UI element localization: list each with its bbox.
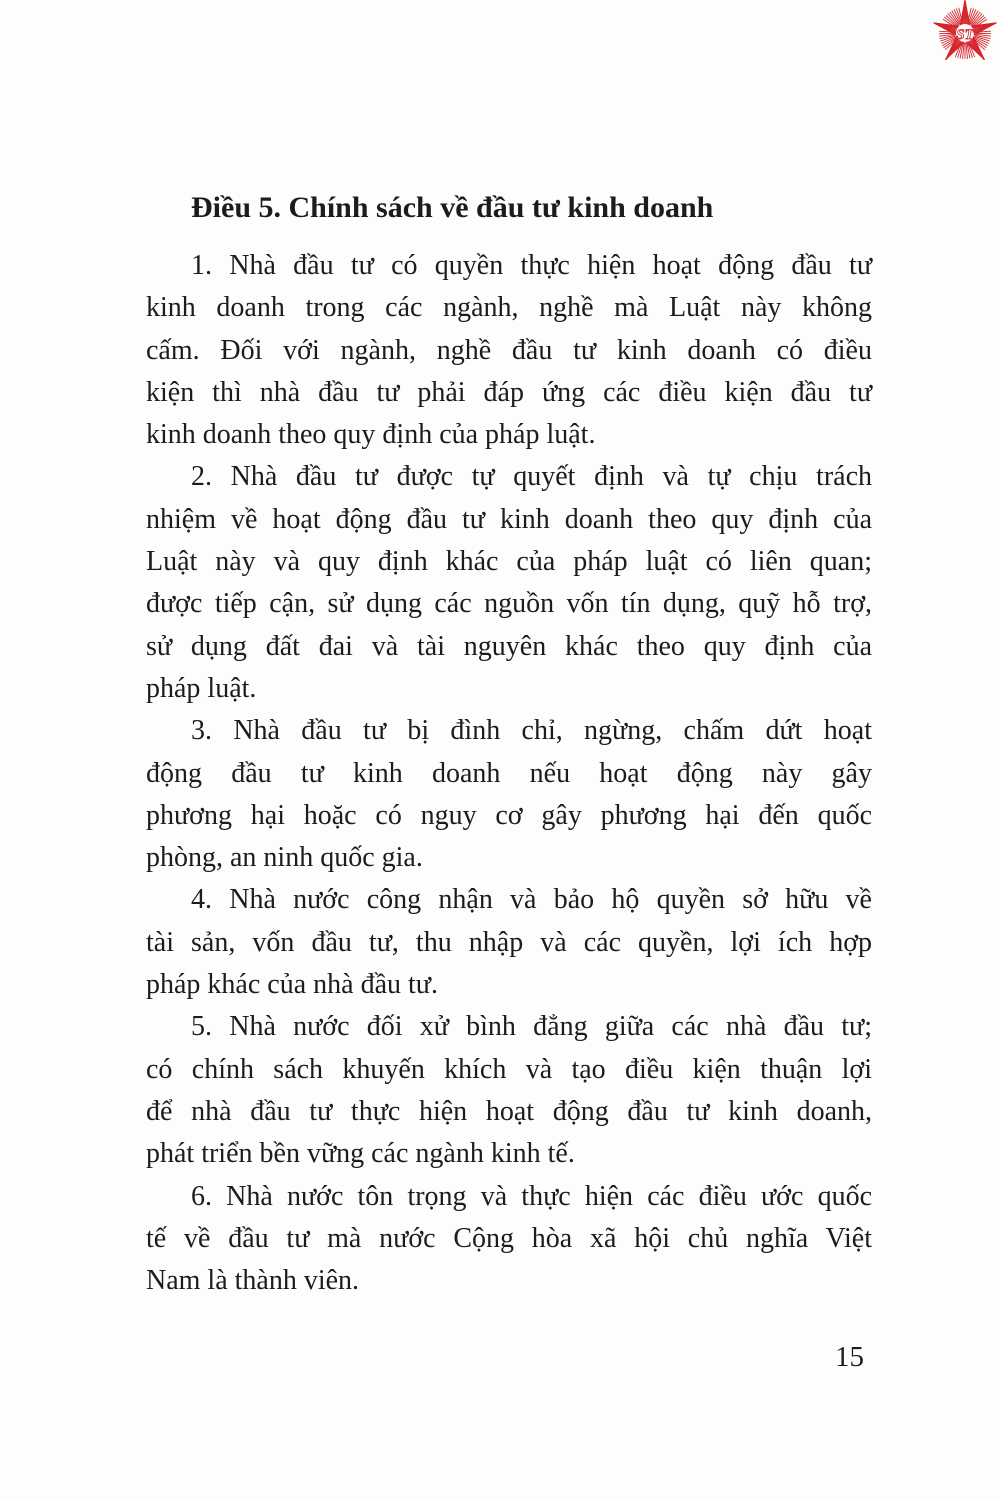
text-line: sử dụng đất đai và tài nguyên khác theo quy định của xyxy=(146,630,872,662)
paragraph-6 xyxy=(146,1176,872,1303)
text-line: để nhà đầu tư thực hiện hoạt động đầu tư kinh doanh, xyxy=(146,1095,872,1127)
paragraph-1 xyxy=(146,245,872,456)
article-heading: Điều 5. Chính sách về đầu tư kinh doanh xyxy=(191,191,714,224)
text-line: được tiếp cận, sử dụng các nguồn vốn tín dụng, quỹ hỗ trợ, xyxy=(146,588,872,620)
logo-st-text: ST xyxy=(956,27,974,43)
text-line: tế về đầu tư mà nước Cộng hòa xã hội chủ nghĩa Việt xyxy=(146,1222,872,1254)
text-line: 3. Nhà đầu tư bị đình chỉ, ngừng, chấm dứt hoạt xyxy=(191,715,872,747)
text-line: 6. Nhà nước tôn trọng và thực hiện các điều ước quốc xyxy=(191,1180,872,1212)
paragraph-4 xyxy=(146,879,872,1006)
text-line: 5. Nhà nước đối xử bình đẳng giữa các nhà đầu tư; xyxy=(191,1011,872,1043)
text-line: 2. Nhà đầu tư được tự quyết định và tự chịu trách xyxy=(191,461,872,493)
paragraph-3 xyxy=(146,710,872,879)
text-line: pháp khác của nhà đầu tư. xyxy=(146,969,438,1001)
text-line: pháp luật. xyxy=(146,672,257,704)
text-line: Nam là thành viên. xyxy=(146,1265,360,1297)
text-line: cấm. Đối với ngành, nghề đầu tư kinh doanh có điều xyxy=(146,334,872,366)
text-line: phòng, an ninh quốc gia. xyxy=(146,842,423,874)
text-line: Luật này và quy định khác của pháp luật có liên quan; xyxy=(146,546,872,578)
text-line: kinh doanh theo quy định của pháp luật. xyxy=(146,419,596,451)
text-line: phát triển bền vững các ngành kinh tế. xyxy=(146,1138,575,1170)
page-number: 15 xyxy=(835,1341,864,1373)
starburst-logo-icon xyxy=(925,0,1000,73)
text-line: phương hại hoặc có nguy cơ gây phương hại đến quốc xyxy=(146,799,872,831)
text-line: 4. Nhà nước công nhận và bảo hộ quyền sở hữu về xyxy=(191,884,872,916)
text-line: có chính sách khuyến khích và tạo điều kiện thuận lợi xyxy=(146,1053,872,1085)
text-line: 1. Nhà đầu tư có quyền thực hiện hoạt động đầu tư xyxy=(191,250,872,281)
text-line: kinh doanh trong các ngành, nghề mà Luật này không xyxy=(146,292,872,324)
paragraph-5 xyxy=(146,1006,872,1175)
paragraph-2 xyxy=(146,456,872,710)
publisher-logo xyxy=(925,0,1000,73)
text-line: động đầu tư kinh doanh nếu hoạt động này gây xyxy=(146,757,872,789)
text-line: nhiệm về hoạt động đầu tư kinh doanh theo quy định của xyxy=(146,503,872,535)
article-text xyxy=(146,186,872,1302)
text-line: tài sản, vốn đầu tư, thu nhập và các quyền, lợi ích hợp xyxy=(146,926,872,958)
text-line: kiện thì nhà đầu tư phải đáp ứng các điều kiện đầu tư xyxy=(146,376,872,408)
